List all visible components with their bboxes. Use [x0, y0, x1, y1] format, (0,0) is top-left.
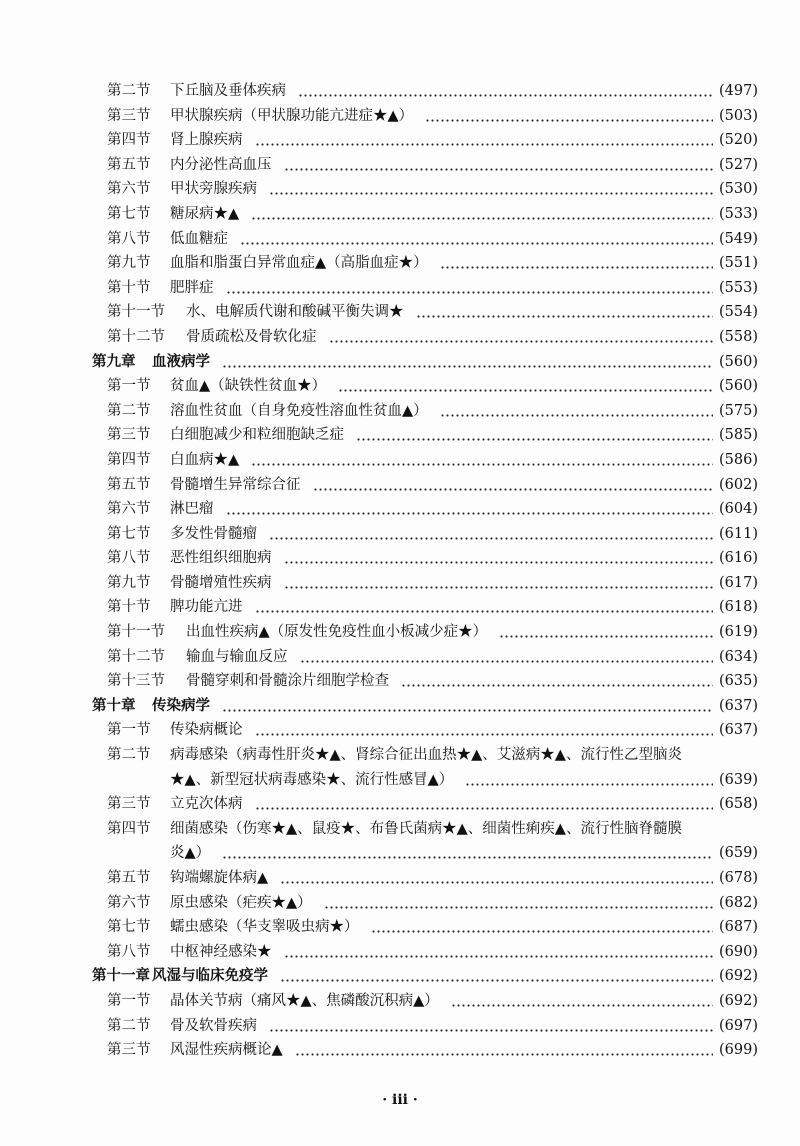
- dot-leader: [298, 79, 713, 104]
- toc-entry-title: 传染病概论: [170, 722, 243, 739]
- toc-entry-number: 第三节: [107, 1042, 151, 1059]
- toc-entry-number: 第七节: [107, 919, 151, 936]
- toc-entry-title: 原虫感染（疟疾★▲）: [170, 894, 312, 911]
- toc-section-entry[interactable]: [0, 497, 800, 522]
- toc-entry-title: 淋巴瘤: [170, 501, 214, 518]
- toc-entry-number: 第五节: [107, 156, 151, 173]
- toc-page-number: (527): [719, 156, 758, 173]
- dot-leader: [251, 448, 713, 473]
- toc-entry-title: 输血与输血反应: [186, 648, 288, 665]
- toc-entry-title: 白血病★▲: [170, 451, 240, 468]
- dot-leader: [222, 350, 713, 375]
- toc-entry-title: 立克次体病: [170, 796, 243, 813]
- toc-page-number: (639): [719, 771, 758, 788]
- toc-entry-title: 钩端螺旋体病▲: [170, 870, 269, 886]
- toc-section-entry[interactable]: [0, 891, 800, 916]
- toc-section-entry[interactable]: [0, 718, 800, 743]
- toc-entry-title: 肾上腺疾病: [170, 132, 243, 149]
- toc-page-number: (611): [719, 525, 758, 542]
- toc-entry-number: 第六节: [107, 894, 151, 911]
- toc-entry-number: 第三节: [107, 427, 151, 444]
- toc-chapter-entry[interactable]: [0, 694, 800, 719]
- toc-page-number: (692): [719, 968, 758, 985]
- toc-section-entry[interactable]: [0, 104, 800, 129]
- toc-entry-title: 风湿性疾病概论▲: [170, 1042, 283, 1059]
- dot-leader: [295, 1038, 713, 1063]
- toc-section-entry[interactable]: [0, 1038, 800, 1063]
- toc-entry-number: 第一节: [107, 378, 151, 395]
- toc-entry-title: 肥胖症: [170, 279, 214, 296]
- dot-leader: [313, 473, 714, 498]
- toc-section-entry[interactable]: [0, 546, 800, 571]
- toc-chapter-entry[interactable]: [0, 350, 800, 375]
- dot-leader: [300, 645, 714, 670]
- toc-page-number: (602): [719, 476, 758, 493]
- toc-entry-number: 第六节: [107, 501, 151, 518]
- toc-entry-number: 第十二节: [107, 328, 165, 345]
- toc-section-entry[interactable]: [0, 202, 800, 227]
- toc-section-entry[interactable]: [0, 423, 800, 448]
- toc-entry-title: 血液病学: [152, 352, 210, 370]
- toc-page-number: (533): [719, 205, 758, 222]
- toc-entry-number: 第九节: [107, 574, 151, 591]
- toc-page-number: (497): [719, 83, 758, 99]
- toc-entry-title: 中枢神经感染★: [170, 943, 272, 960]
- toc-section-entry[interactable]: [0, 940, 800, 965]
- toc-entry-number: 第三节: [107, 796, 151, 813]
- toc-section-entry[interactable]: [0, 128, 800, 153]
- toc-entry-title: 多发性骨髓瘤: [170, 525, 257, 542]
- dot-leader: [255, 128, 714, 153]
- toc-section-entry[interactable]: [0, 473, 800, 498]
- dot-leader: [499, 620, 713, 645]
- dot-leader: [371, 915, 714, 940]
- dot-leader: [255, 595, 714, 620]
- dot-leader: [416, 300, 714, 325]
- toc-entry-title: 水、电解质代谢和酸碱平衡失调★: [186, 304, 404, 321]
- toc-entry-title: 出血性疾病▲（原发性免疫性血小板减少症★）: [186, 624, 488, 641]
- toc-entry-title: 白细胞减少和粒细胞缺乏症: [170, 427, 344, 444]
- toc-section-entry[interactable]: [0, 448, 800, 473]
- dot-leader: [324, 891, 713, 916]
- toc-section-entry[interactable]: [0, 620, 800, 645]
- toc-section-entry[interactable]: [0, 399, 800, 424]
- table-of-contents: [0, 79, 800, 1063]
- toc-page-number: (604): [719, 501, 758, 518]
- toc-section-entry[interactable]: [0, 866, 800, 891]
- toc-entry-number: 第八节: [107, 943, 151, 960]
- toc-entry-number: 第二节: [107, 747, 151, 764]
- dot-leader: [269, 177, 713, 202]
- toc-entry-number: 第二节: [107, 1017, 151, 1034]
- dot-leader: [269, 522, 713, 547]
- toc-page-number: (678): [719, 870, 758, 886]
- page-number-footer: · iii ·: [382, 1092, 418, 1108]
- toc-section-entry[interactable]: [0, 522, 800, 547]
- toc-section-entry[interactable]: [0, 792, 800, 817]
- toc-page-number: (586): [719, 451, 758, 468]
- toc-entry-title: 血脂和脂蛋白异常血症▲（高脂血症★）: [170, 255, 428, 272]
- toc-entry-number: 第三节: [107, 107, 151, 124]
- toc-entry-title: 脾功能亢进: [170, 599, 243, 616]
- toc-page-number: (554): [719, 304, 758, 321]
- toc-section-entry[interactable]: [0, 669, 800, 694]
- toc-page-number: (530): [719, 181, 758, 198]
- dot-leader: [222, 694, 713, 719]
- toc-section-entry[interactable]: [0, 743, 800, 792]
- toc-entry-number: 第五节: [107, 476, 151, 493]
- toc-entry-title: 糖尿病★▲: [170, 205, 240, 222]
- toc-entry-number: 第二节: [107, 83, 151, 99]
- dot-leader: [425, 104, 713, 129]
- toc-entry-title: 恶性组织细胞病: [170, 550, 272, 567]
- toc-page-number: (575): [719, 402, 758, 419]
- dot-leader: [284, 940, 714, 965]
- toc-page-number: (619): [719, 624, 758, 641]
- toc-section-entry[interactable]: [0, 374, 800, 399]
- toc-section-entry[interactable]: [0, 177, 800, 202]
- toc-entry-number: 第十节: [107, 279, 151, 296]
- toc-entry-title: 细菌感染（伤寒★▲、鼠疫★、布鲁氏菌病★▲、细菌性痢疾▲、流行性脑脊髓膜炎▲）: [170, 820, 682, 862]
- toc-entry-number: 第二节: [107, 402, 151, 419]
- toc-entry-number: 第十三节: [107, 673, 165, 690]
- toc-entry-number: 第十二节: [107, 648, 165, 665]
- toc-entry-number: 第九章: [92, 352, 136, 370]
- toc-section-entry[interactable]: [0, 645, 800, 670]
- toc-page-number: (682): [719, 894, 758, 911]
- toc-page-number: (560): [719, 353, 758, 370]
- toc-entry-title: 蠕虫感染（华支睾吸虫病★）: [170, 919, 359, 936]
- toc-page-number: (503): [719, 107, 758, 124]
- toc-section-entry[interactable]: [0, 276, 800, 301]
- toc-entry-number: 第八节: [107, 550, 151, 567]
- toc-entry-number: 第一节: [107, 992, 151, 1009]
- toc-page-number: (558): [719, 328, 758, 345]
- dot-leader: [329, 325, 714, 350]
- toc-entry-title: 风湿与临床免疫学: [152, 967, 268, 985]
- toc-section-entry[interactable]: [0, 989, 800, 1014]
- toc-page-number: (690): [719, 943, 758, 960]
- toc-page-number: (637): [719, 697, 758, 714]
- toc-entry-number: 第五节: [107, 870, 151, 886]
- dot-leader: [356, 423, 713, 448]
- toc-entry-number: 第九节: [107, 255, 151, 272]
- toc-section-entry[interactable]: [0, 571, 800, 596]
- toc-page-number: (616): [719, 550, 758, 567]
- toc-entry-title: 骨及软骨疾病: [170, 1017, 257, 1034]
- toc-entry-title: 贫血▲（缺铁性贫血★）: [170, 378, 327, 395]
- toc-entry-number: 第六节: [107, 181, 151, 198]
- toc-entry-number: 第一节: [107, 722, 151, 739]
- toc-section-entry[interactable]: [0, 79, 800, 104]
- toc-entry-number: 第四节: [107, 451, 151, 468]
- toc-page-number: (617): [719, 574, 758, 591]
- toc-entry-title: 骨质疏松及骨软化症: [186, 328, 317, 345]
- toc-entry-title: 传染病学: [152, 696, 210, 714]
- dot-leader: [284, 546, 714, 571]
- toc-page-number: (635): [719, 673, 758, 690]
- toc-section-entry[interactable]: [0, 300, 800, 325]
- dot-leader: [255, 792, 714, 817]
- toc-page-number: (637): [719, 722, 758, 739]
- dot-leader: [280, 964, 713, 989]
- toc-page-number: (585): [719, 427, 758, 444]
- toc-page-number: (699): [719, 1042, 758, 1059]
- toc-entry-title: 低血糖症: [170, 230, 228, 247]
- toc-page-number: (551): [719, 255, 758, 272]
- dot-leader: [226, 497, 714, 522]
- toc-section-entry[interactable]: [0, 153, 800, 178]
- toc-page-number: (520): [719, 132, 758, 149]
- dot-leader: [226, 276, 714, 301]
- toc-entry-title: 甲状腺疾病（甲状腺功能亢进症★▲）: [170, 107, 414, 124]
- dot-leader: [440, 399, 713, 424]
- dot-leader: [338, 374, 713, 399]
- toc-page-number: (634): [719, 648, 758, 665]
- toc-section-entry[interactable]: [0, 325, 800, 350]
- toc-entry-number: 第七节: [107, 205, 151, 222]
- toc-entry-number: 第十节: [107, 599, 151, 616]
- toc-page-number: (560): [719, 378, 758, 395]
- toc-entry-number: 第七节: [107, 525, 151, 542]
- toc-entry-number: 第八节: [107, 230, 151, 247]
- toc-entry-number: 第十一章: [92, 967, 150, 985]
- toc-entry-title: 溶血性贫血（自身免疫性溶血性贫血▲）: [170, 402, 428, 419]
- toc-entry-number: 第十一节: [107, 304, 165, 321]
- toc-page-number: (697): [719, 1017, 758, 1034]
- toc-entry-number: 第四节: [107, 820, 151, 837]
- toc-section-entry[interactable]: [0, 915, 800, 940]
- toc-page-number: (618): [719, 599, 758, 616]
- toc-entry-title: 骨髓增生异常综合征: [170, 476, 301, 493]
- dot-leader: [465, 768, 713, 793]
- dot-leader: [240, 227, 713, 252]
- toc-entry-number: 第十章: [92, 696, 136, 714]
- dot-leader: [222, 841, 713, 866]
- dot-leader: [284, 153, 714, 178]
- toc-page-number: (549): [719, 230, 758, 247]
- dot-leader: [255, 718, 714, 743]
- dot-leader: [251, 202, 713, 227]
- toc-entry-title: 甲状旁腺疾病: [170, 181, 257, 198]
- toc-section-entry[interactable]: [0, 817, 800, 866]
- dot-leader: [440, 251, 713, 276]
- dot-leader: [451, 989, 713, 1014]
- toc-entry-number: 第四节: [107, 132, 151, 149]
- dot-leader: [284, 571, 714, 596]
- dot-leader: [269, 1014, 713, 1039]
- toc-page-number: (687): [719, 919, 758, 936]
- toc-entry-title: 下丘脑及垂体疾病: [170, 83, 286, 99]
- toc-entry-title: 内分泌性高血压: [170, 156, 272, 173]
- toc-section-entry[interactable]: [0, 595, 800, 620]
- toc-entry-title: 骨髓穿刺和骨髓涂片细胞学检查: [186, 673, 389, 690]
- toc-chapter-entry[interactable]: [0, 964, 800, 989]
- toc-section-entry[interactable]: [0, 227, 800, 252]
- toc-page-number: (659): [719, 845, 758, 862]
- toc-entry-title: 病毒感染（病毒性肝炎★▲、肾综合征出血热★▲、艾滋病★▲、流行性乙型脑炎★▲、新型冠状病毒感染★、流行性感冒▲）: [170, 747, 682, 788]
- dot-leader: [280, 866, 713, 891]
- toc-section-entry[interactable]: [0, 251, 800, 276]
- toc-entry-title: 晶体关节病（痛风★▲、焦磷酸沉积病▲）: [170, 992, 439, 1009]
- dot-leader: [401, 669, 713, 694]
- toc-page-number: (553): [719, 279, 758, 296]
- toc-page-number: (658): [719, 796, 758, 813]
- toc-section-entry[interactable]: [0, 1014, 800, 1039]
- toc-entry-number: 第十一节: [107, 624, 165, 641]
- toc-page-number: (692): [719, 992, 758, 1009]
- toc-entry-title: 骨髓增殖性疾病: [170, 574, 272, 591]
